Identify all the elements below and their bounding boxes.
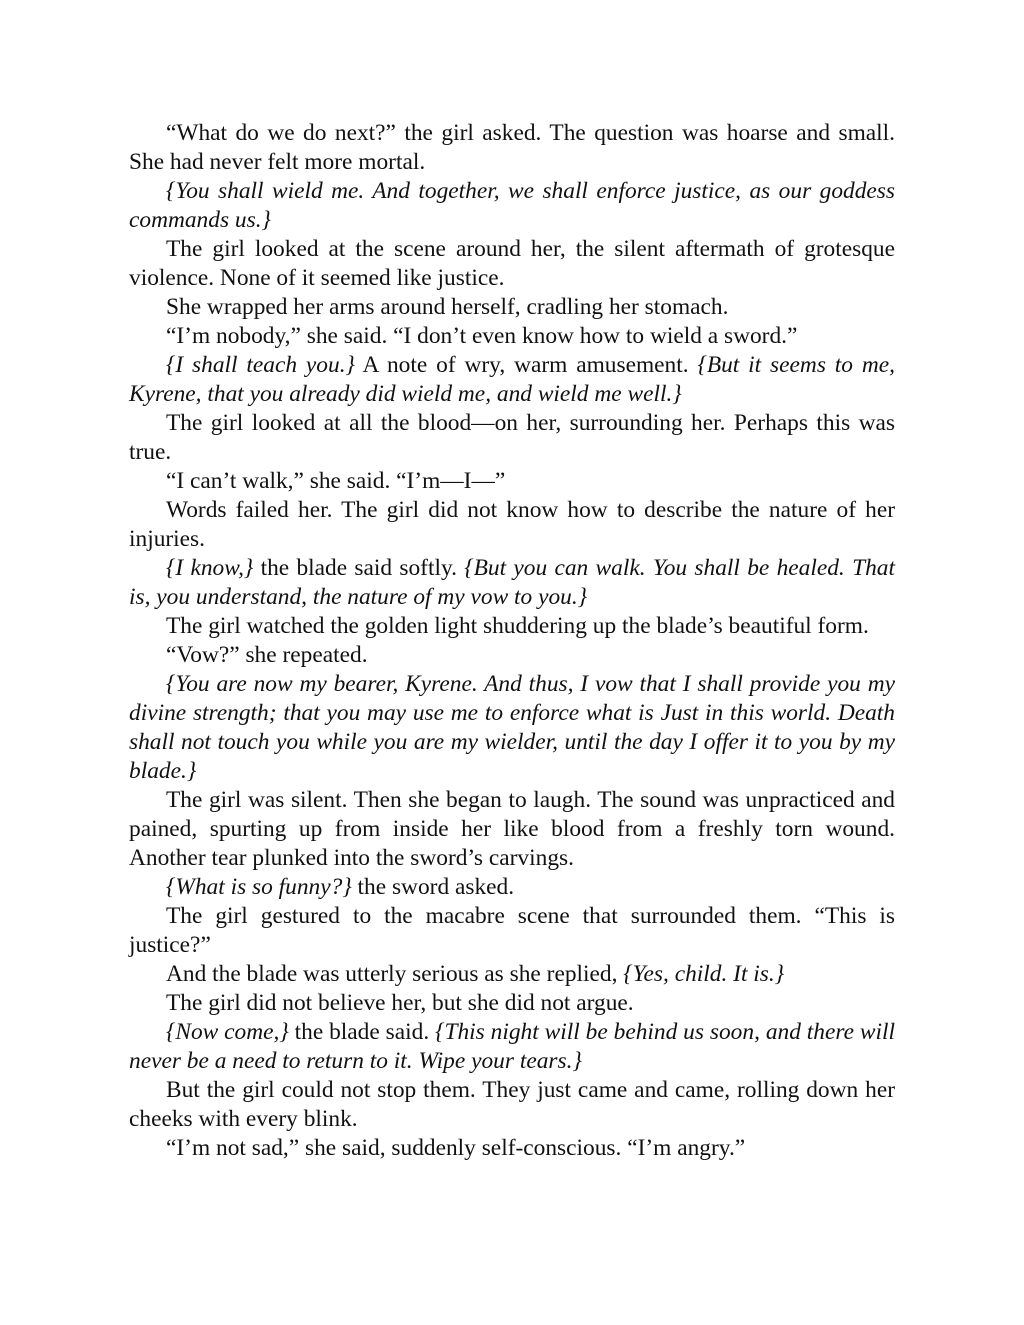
italic-text-run: {I shall teach you.} [166,352,355,378]
paragraph [129,119,895,177]
paragraph [129,467,895,496]
text-run: “I can’t walk,” she said. “I’m—I—” [166,468,506,494]
text-run: “I’m not sad,” she said, suddenly self-conscious. “I’m angry.” [166,1135,746,1161]
text-run: A note of wry, warm amusement. [354,352,698,378]
text-run: And the blade was utterly serious as she replied, [166,961,624,987]
paragraph [129,554,895,612]
italic-text-run: {I know,} [166,555,254,581]
paragraph [129,902,895,960]
paragraph [129,322,895,351]
text-run: The girl looked at all the blood—on her, surrounding her. Perhaps this was true. [129,410,895,465]
paragraph [129,177,895,235]
book-page [129,119,895,1163]
paragraph [129,1076,895,1134]
text-run: “Vow?” she repeated. [166,642,368,668]
italic-text-run: {Yes, child. It is.} [623,961,785,987]
text-run: “What do we do next?” the girl asked. The question was hoarse and small. She had never felt more mortal. [129,120,895,175]
italic-text-run: {You are now my bearer, Kyrene. And thus, I vow that I shall provide you my divine strength; that you may use me to enforce what is Just in this world. Death shall not touch you while you are my wielder, until the day I offer it to you by my blade.} [129,671,895,784]
paragraph [129,612,895,641]
paragraph [129,1018,895,1076]
text-run: The girl looked at the scene around her, the silent aftermath of grotesque violence. None of it seemed like justice. [129,236,895,291]
italic-text-run: {Now come,} [166,1019,289,1045]
paragraph [129,989,895,1018]
text-run: The girl watched the golden light shuddering up the blade’s beautiful form. [166,613,869,639]
text-run: The girl was silent. Then she began to laugh. The sound was unpracticed and pained, spurting up from inside her like blood from a freshly torn wound. Another tear plunked into the sword’s carvings. [129,787,895,871]
text-run: Words failed her. The girl did not know how to describe the nature of her injuries. [129,497,895,552]
paragraph [129,641,895,670]
paragraph [129,351,895,409]
text-run: The girl did not believe her, but she did not argue. [166,990,634,1016]
italic-text-run: {This night will be behind us soon, and there will never be a need to return to it. Wipe your tears.} [129,1019,896,1074]
paragraph [129,409,895,467]
paragraph [129,235,895,293]
text-run: But the girl could not stop them. They just came and came, rolling down her cheeks with every blink. [129,1077,895,1132]
text-run: “I’m nobody,” she said. “I don’t even know how to wield a sword.” [166,323,798,349]
paragraph [129,786,895,873]
paragraph [129,293,895,322]
paragraph [129,873,895,902]
italic-text-run: {But you can walk. You shall be healed. That is, you understand, the nature of my vow to you.} [129,555,895,610]
italic-text-run: {You shall wield me. And together, we shall enforce justice, as our goddess commands us.} [129,178,895,233]
text-run: the blade said softly. [253,555,465,581]
paragraph [129,1134,895,1163]
text-run: She wrapped her arms around herself, cradling her stomach. [166,294,729,320]
text-run: the blade said. [288,1019,436,1045]
text-run: The girl gestured to the macabre scene that surrounded them. “This is justice?” [129,903,895,958]
paragraph [129,496,895,554]
paragraph [129,960,895,989]
text-run: the sword asked. [351,874,515,900]
italic-text-run: {What is so funny?} [166,874,352,900]
italic-text-run: {But it seems to me, Kyrene, that you already did wield me, and wield me well.} [129,352,895,407]
paragraph [129,670,895,786]
